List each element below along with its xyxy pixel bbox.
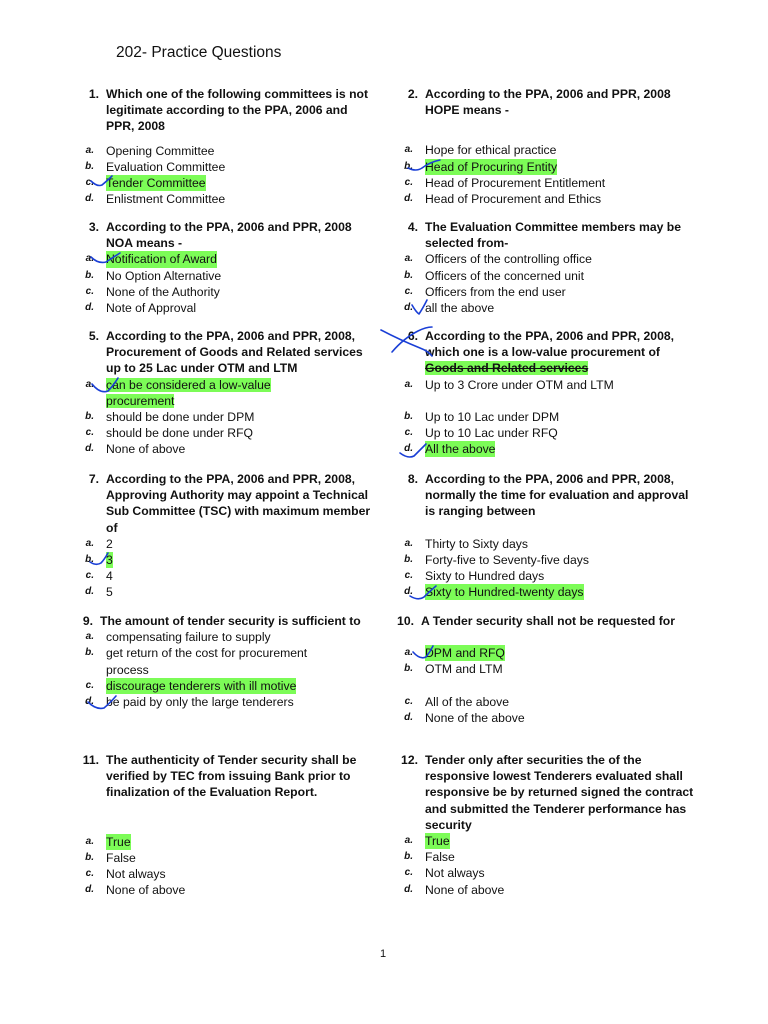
question-number: 10. — [397, 614, 414, 628]
option-c: c. All of the above — [404, 694, 510, 709]
option-c: c. discourage tenderers with ill motive — [85, 678, 297, 693]
option-b: b. False — [85, 850, 136, 865]
option-c: c. Up to 10 Lac under RFQ — [404, 426, 558, 441]
highlighted-answer: Head of Procuring Entity — [425, 159, 558, 174]
question-stem: According to the PPA, 2006 and PPR, 2008, which one is a low-value procurement of — [425, 329, 675, 360]
option-d: d. Head of Procurement and Ethics — [404, 192, 602, 207]
option-c: c. Sixty to Hundred days — [404, 569, 545, 584]
question-number: 3. — [88, 220, 99, 234]
option-c: c. Officers from the end user — [404, 284, 566, 299]
option-d: d. Enlistment Committee — [85, 192, 226, 207]
highlighted-answer: DPM and RFQ — [425, 646, 505, 661]
question-stem: The Evaluation Committee members may be selected from- — [425, 220, 682, 251]
option-b: b. No Option Alternative — [85, 268, 222, 283]
question-number: 1. — [88, 87, 99, 101]
question-4 — [397, 219, 697, 316]
question-stem: A Tender security shall not be requested for — [421, 614, 675, 628]
highlighted-answer: discourage tenderers with ill motive — [106, 678, 297, 693]
highlighted-answer: True — [425, 834, 450, 849]
question-stem: Which one of the following committees is not legitimate according to the PPA, 2006 and PPR, 2008 — [106, 87, 369, 134]
question-number: 5. — [88, 329, 99, 343]
highlighted-answer: can be considered a low-value procurement — [106, 377, 271, 408]
option-a: a. Officers of the controlling office — [404, 252, 592, 267]
question-stem: According to the PPA, 2006 and PPR, 2008 HOPE means - — [425, 87, 671, 118]
option-d: d. 5 — [85, 585, 113, 600]
question-number: 7. — [88, 472, 99, 486]
question-number: 4. — [407, 220, 418, 234]
question-number: 12. — [401, 753, 418, 767]
option-a: a. 2 — [85, 536, 113, 551]
question-9 — [78, 613, 378, 710]
question-number: 8. — [407, 472, 418, 486]
page-number: 1 — [380, 948, 387, 960]
question-1 — [78, 86, 378, 207]
option-d: d. be paid by only the large tenderers — [85, 695, 294, 710]
option-c: c. 4 — [85, 569, 113, 584]
question-11 — [78, 752, 378, 898]
option-d: d. None of above — [404, 882, 505, 897]
option-d: d. None of above — [85, 883, 186, 898]
question-stem: According to the PPA, 2006 and PPR, 2008, Approving Authority may appoint a Technical Sub Committee (TSC) with maximum member of — [106, 472, 371, 535]
question-2 — [397, 86, 697, 207]
option-b: b. Head of Procuring Entity — [404, 159, 558, 174]
option-b: b. Evaluation Committee — [85, 159, 226, 174]
question-stem: Tender only after securities the of the responsive lowest Tenderers evaluated shall responsive be by returned signed the contract and submitted the Tenderer performance has security — [425, 753, 694, 832]
question-number: 2. — [407, 87, 418, 101]
option-a: a. Hope for ethical practice — [404, 143, 557, 158]
struck-highlighted-text: Goods and Related services — [425, 361, 589, 376]
option-d: d. All the above — [404, 442, 496, 457]
highlighted-answer: Tender Committee — [106, 176, 206, 191]
highlighted-answer: Sixty to Hundred-twenty days — [425, 585, 584, 600]
option-b: b. get return of the cost for procurement process — [85, 646, 308, 677]
option-a: a. compensating failure to supply — [85, 630, 271, 645]
option-c: c. Tender Committee — [85, 176, 206, 191]
page-title: 202- Practice Questions — [116, 44, 282, 61]
highlighted-answer: 3 — [106, 553, 113, 568]
option-c: c. Not always — [85, 867, 166, 882]
highlighted-answer: Notification of Award — [106, 252, 217, 267]
highlighted-answer: True — [106, 834, 131, 849]
question-stem: According to the PPA, 2006 and PPR, 2008, Procurement of Goods and Related services up to 25 Lac under OTM and LTM — [106, 329, 363, 376]
question-stem: According to the PPA, 2006 and PPR, 2008, normally the time for evaluation and approval is ranging between — [425, 472, 689, 519]
option-d: d. Note of Approval — [85, 301, 197, 316]
option-d: d. Sixty to Hundred-twenty days — [404, 585, 584, 600]
question-stem: According to the PPA, 2006 and PPR, 2008 NOA means - — [106, 220, 352, 251]
question-number: 11. — [82, 753, 99, 767]
option-b: b. Officers of the concerned unit — [404, 268, 584, 283]
question-number: 9. — [82, 614, 93, 628]
question-10 — [397, 613, 697, 726]
option-c: c. should be done under RFQ — [85, 426, 254, 441]
option-c: c. Head of Procurement Entitlement — [404, 175, 606, 190]
option-b: b. OTM and LTM — [404, 662, 503, 677]
option-a: a. Notification of Award — [85, 252, 217, 267]
option-b: b. 3 — [85, 553, 113, 568]
option-a: a. True — [404, 834, 450, 849]
question-5 — [78, 328, 378, 458]
option-d: d. all the above — [404, 301, 495, 316]
option-b: b. should be done under DPM — [85, 410, 255, 425]
option-b: b. False — [404, 850, 455, 865]
question-number: 6. — [407, 329, 418, 343]
question-12 — [397, 752, 697, 898]
question-7 — [78, 471, 378, 601]
highlighted-answer: All the above — [425, 442, 496, 457]
option-a: a. Opening Committee — [85, 143, 215, 158]
option-a: a. True — [85, 834, 131, 849]
option-b: b. Up to 10 Lac under DPM — [404, 409, 560, 424]
option-a: a. DPM and RFQ — [404, 646, 505, 661]
question-8 — [397, 471, 697, 600]
question-6 — [397, 328, 697, 457]
option-c: c. Not always — [404, 866, 485, 881]
option-a: a. Thirty to Sixty days — [404, 536, 528, 551]
option-a: a. Up to 3 Crore under OTM and LTM — [404, 377, 614, 392]
option-b: b. Forty-five to Seventy-five days — [404, 552, 589, 567]
option-d: d. None of above — [85, 442, 186, 457]
question-stem: The authenticity of Tender security shall be verified by TEC from issuing Bank prior to finalization of the Evaluation Report. — [106, 753, 357, 800]
option-d: d. None of the above — [404, 710, 525, 725]
question-3 — [78, 219, 378, 316]
option-c: c. None of the Authority — [85, 284, 220, 299]
option-a: a. can be considered a low-value procurement — [85, 377, 271, 408]
question-stem: The amount of tender security is sufficient to — [100, 614, 361, 628]
